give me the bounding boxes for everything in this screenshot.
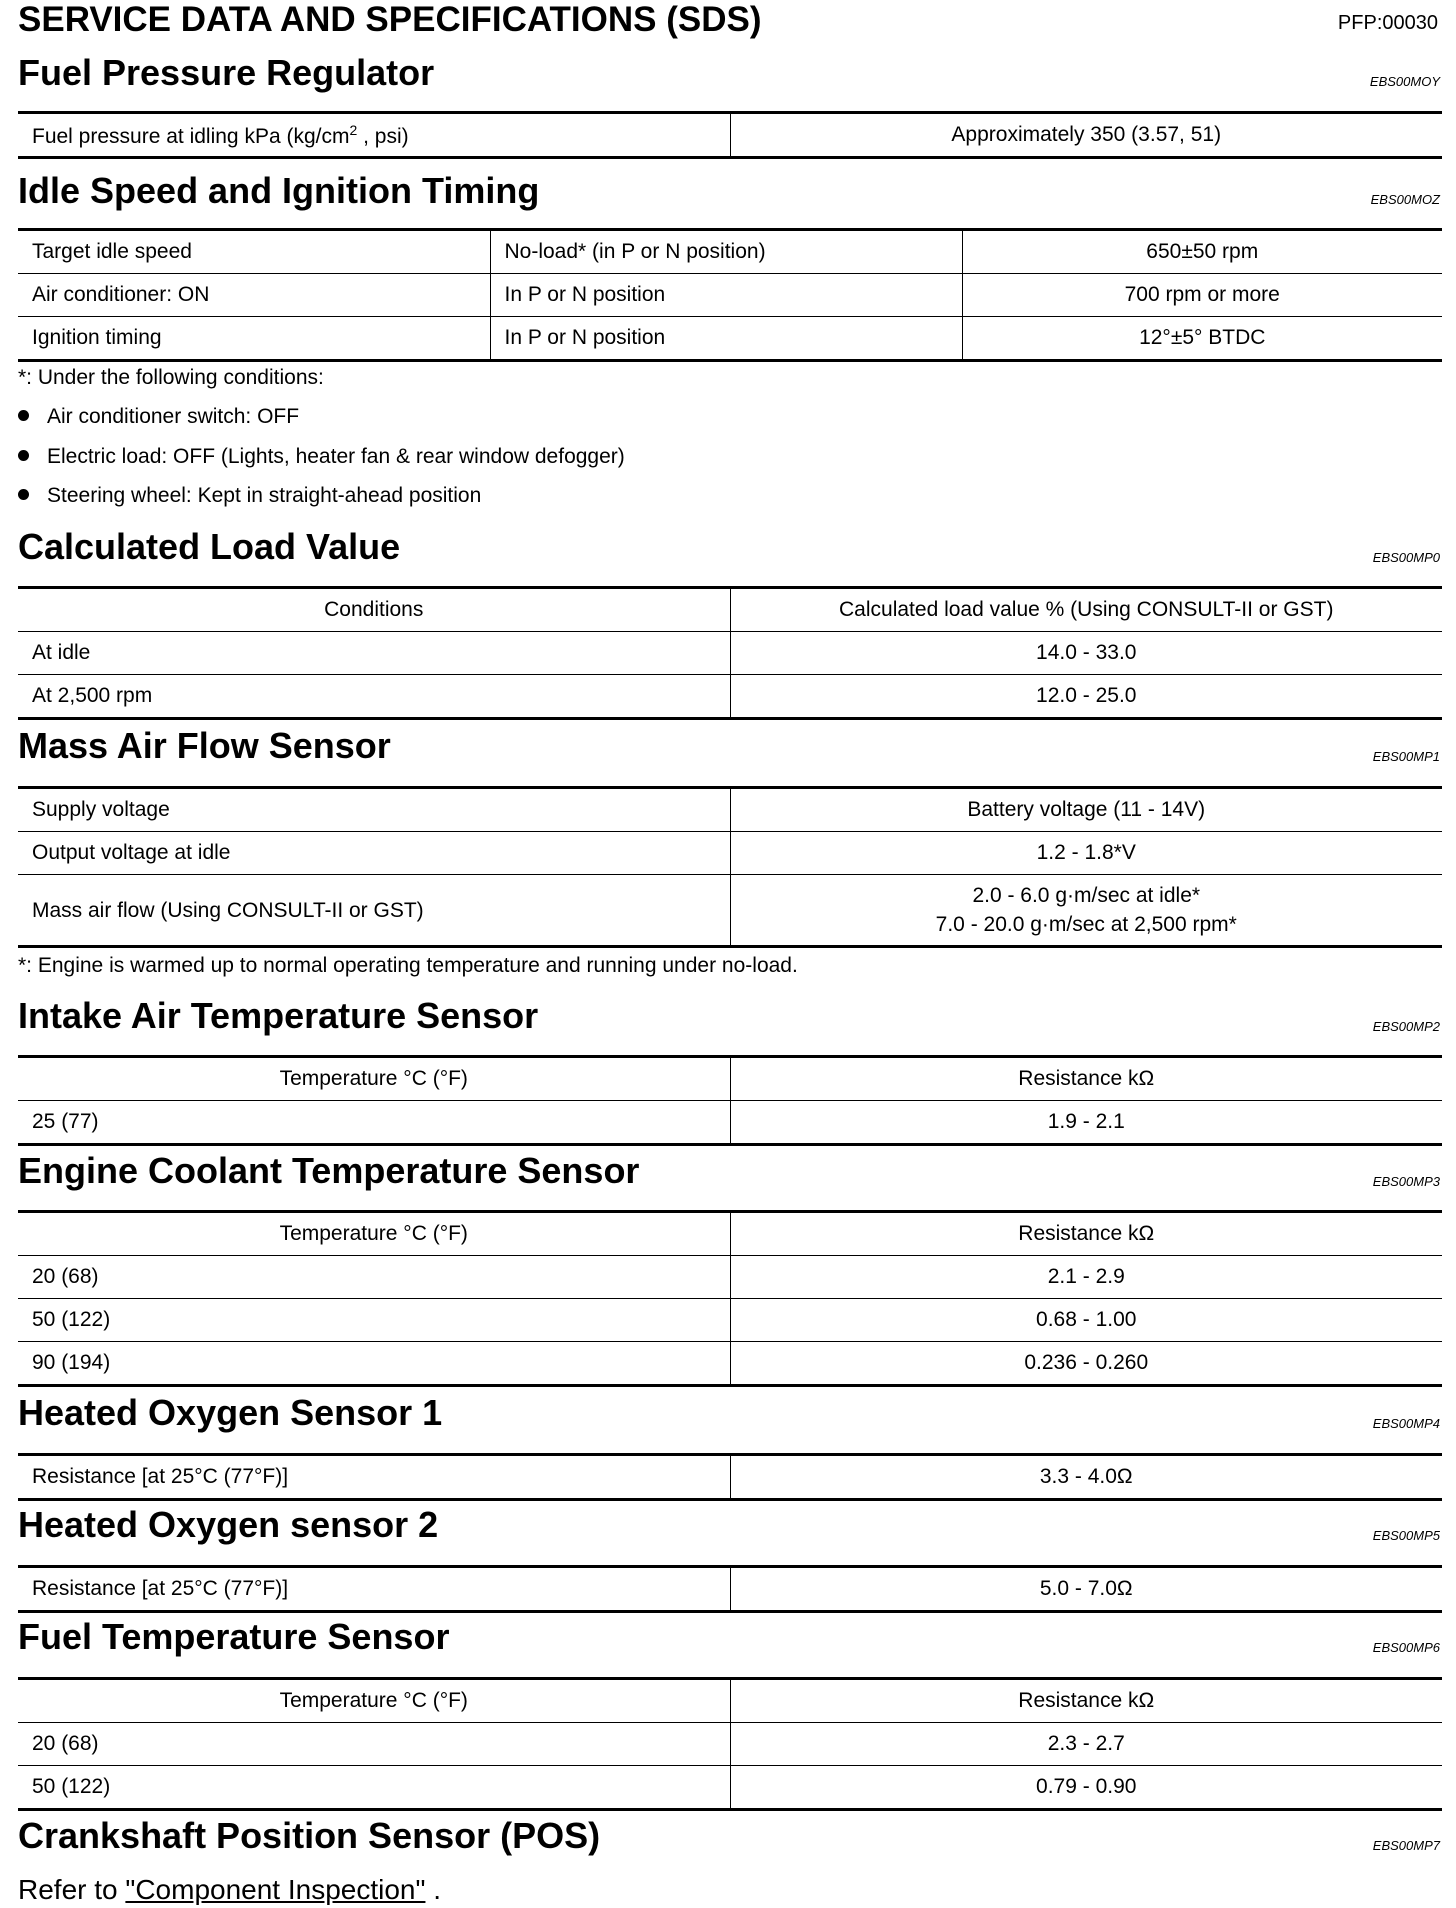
section-code-ho2s2: EBS00MP5: [1372, 1528, 1440, 1543]
table-cell: 2.0 - 6.0 g·m/sec at idle* 7.0 - 20.0 g·m/sec at 2,500 rpm*: [730, 875, 1442, 947]
table-cell: 0.68 - 1.00: [730, 1299, 1442, 1342]
table-cell: No-load* (in P or N position): [490, 230, 962, 274]
table-cell: 0.236 - 0.260: [730, 1342, 1442, 1386]
table-row: [18, 1567, 1442, 1612]
table-cell: 700 rpm or more: [962, 274, 1442, 317]
section-title-ect: Engine Coolant Temperature Sensor: [18, 1150, 640, 1191]
table-row: [18, 1057, 1442, 1101]
section-title-ho2s1: Heated Oxygen Sensor 1: [18, 1392, 443, 1433]
section-code-fts: EBS00MP6: [1372, 1640, 1440, 1655]
table-cell: 90 (194): [18, 1342, 730, 1386]
table-cell: Air conditioner: ON: [18, 274, 490, 317]
table-cell: In P or N position: [490, 274, 962, 317]
table-row: [18, 1212, 1442, 1256]
section-title-ho2s2: Heated Oxygen sensor 2: [18, 1504, 439, 1545]
table-row: [18, 588, 1442, 632]
table-cell: 5.0 - 7.0Ω: [730, 1567, 1442, 1612]
table-cell: 50 (122): [18, 1299, 730, 1342]
table-row: [18, 632, 1442, 675]
section-code-ect: EBS00MP3: [1372, 1174, 1440, 1189]
bullet-icon: [18, 489, 29, 500]
table-cell: Ignition timing: [18, 317, 490, 361]
table-cell: 0.79 - 0.90: [730, 1766, 1442, 1810]
table-row: [18, 1101, 1442, 1145]
table-header: Temperature °C (°F): [18, 1212, 730, 1256]
table-cell: Resistance [at 25°C (77°F)]: [18, 1455, 730, 1500]
section-title-idle: Idle Speed and Ignition Timing: [18, 170, 540, 211]
section-code-maf: EBS00MP1: [1372, 749, 1440, 764]
table-cell: At idle: [18, 632, 730, 675]
table-row: [18, 274, 1442, 317]
table-cell: In P or N position: [490, 317, 962, 361]
table-row: [18, 832, 1442, 875]
pfp-code: PFP:00030: [1337, 12, 1438, 34]
table-row: [18, 1723, 1442, 1766]
ect-table: [18, 1210, 1442, 1387]
table-row: [18, 788, 1442, 832]
table-row: [18, 1455, 1442, 1500]
section-code-ckp: EBS00MP7: [1372, 1838, 1440, 1853]
table-cell: 14.0 - 33.0: [730, 632, 1442, 675]
table-cell: Approximately 350 (3.57, 51): [730, 113, 1442, 158]
section-title-iat: Intake Air Temperature Sensor: [18, 995, 539, 1036]
list-item: Steering wheel: Kept in straight-ahead position: [18, 484, 481, 508]
table-row: [18, 1766, 1442, 1810]
table-row: [18, 1299, 1442, 1342]
fts-table: [18, 1677, 1442, 1811]
table-header: Calculated load value % (Using CONSULT-II or GST): [730, 588, 1442, 632]
table-cell: 1.2 - 1.8*V: [730, 832, 1442, 875]
table-row: [18, 317, 1442, 361]
section-title-fuel-pressure: Fuel Pressure Regulator: [18, 52, 435, 93]
refer-text: Refer to "Component Inspection" .: [18, 1874, 442, 1905]
idle-table: [18, 228, 1442, 362]
bullet-icon: [18, 450, 29, 461]
table-row: [18, 1679, 1442, 1723]
ho2s2-table: [18, 1565, 1442, 1613]
table-cell: 50 (122): [18, 1766, 730, 1810]
table-row: [18, 113, 1442, 158]
list-item: Electric load: OFF (Lights, heater fan & rear window defogger): [18, 445, 625, 469]
table-cell: 12°±5° BTDC: [962, 317, 1442, 361]
table-cell: 25 (77): [18, 1101, 730, 1145]
section-title-fts: Fuel Temperature Sensor: [18, 1616, 450, 1657]
table-cell: 12.0 - 25.0: [730, 675, 1442, 719]
table-header: Temperature °C (°F): [18, 1679, 730, 1723]
table-header: Resistance kΩ: [730, 1212, 1442, 1256]
table-cell: 2.3 - 2.7: [730, 1723, 1442, 1766]
table-cell: Fuel pressure at idling kPa ($kg/cm^2$ , psi): [18, 113, 730, 158]
load-table: [18, 586, 1442, 720]
table-header: Resistance kΩ: [730, 1679, 1442, 1723]
section-code-idle: EBS00MOZ: [1370, 192, 1440, 207]
document-title: SERVICE DATA AND SPECIFICATIONS (SDS): [18, 0, 762, 39]
table-row: [18, 1342, 1442, 1386]
section-code-load: EBS00MP0: [1372, 550, 1440, 565]
table-row: [18, 675, 1442, 719]
table-row: [18, 1256, 1442, 1299]
fuel-pressure-table: [18, 111, 1442, 159]
table-cell: Target idle speed: [18, 230, 490, 274]
table-cell: 3.3 - 4.0Ω: [730, 1455, 1442, 1500]
table-header: Conditions: [18, 588, 730, 632]
table-cell: Mass air flow (Using CONSULT-II or GST): [18, 875, 730, 947]
section-code-fuel-pressure: EBS00MOY: [1369, 74, 1440, 89]
section-title-load: Calculated Load Value: [18, 526, 401, 567]
component-inspection-link[interactable]: "Component Inspection": [125, 1874, 426, 1905]
section-code-ho2s1: EBS00MP4: [1372, 1416, 1440, 1431]
table-cell: Resistance [at 25°C (77°F)]: [18, 1567, 730, 1612]
table-row: [18, 875, 1442, 947]
table-header: Temperature °C (°F): [18, 1057, 730, 1101]
section-title-maf: Mass Air Flow Sensor: [18, 725, 391, 766]
table-cell: Supply voltage: [18, 788, 730, 832]
table-cell: At 2,500 rpm: [18, 675, 730, 719]
bullet-icon: [18, 410, 29, 421]
idle-note: *: Under the following conditions:: [18, 366, 324, 389]
list-item: Air conditioner switch: OFF: [18, 405, 299, 429]
table-row: [18, 230, 1442, 274]
section-title-ckp: Crankshaft Position Sensor (POS): [18, 1815, 601, 1856]
ho2s1-table: [18, 1453, 1442, 1501]
table-cell: 20 (68): [18, 1723, 730, 1766]
table-cell: 20 (68): [18, 1256, 730, 1299]
iat-table: [18, 1055, 1442, 1146]
table-header: Resistance kΩ: [730, 1057, 1442, 1101]
table-cell: 650±50 rpm: [962, 230, 1442, 274]
table-cell: 1.9 - 2.1: [730, 1101, 1442, 1145]
table-cell: 2.1 - 2.9: [730, 1256, 1442, 1299]
table-cell: Output voltage at idle: [18, 832, 730, 875]
maf-note: *: Engine is warmed up to normal operating temperature and running under no-load.: [18, 954, 798, 977]
maf-table: [18, 786, 1442, 948]
table-cell: Battery voltage (11 - 14V): [730, 788, 1442, 832]
section-code-iat: EBS00MP2: [1372, 1019, 1440, 1034]
